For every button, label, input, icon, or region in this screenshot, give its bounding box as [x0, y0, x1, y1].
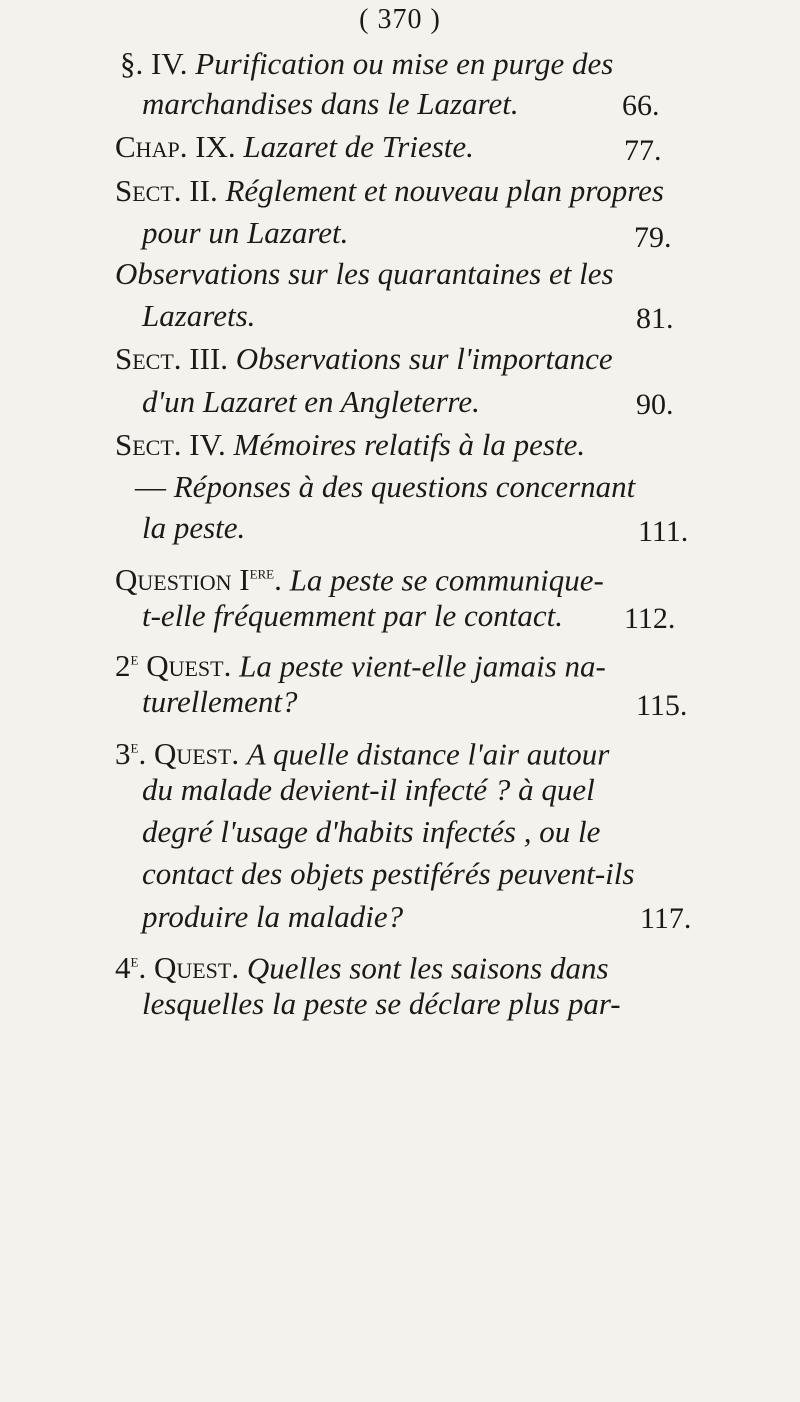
page-number: ( 370 ) — [359, 4, 441, 35]
toc-entry-line — [115, 941, 609, 988]
entry-title: Réglement et nouveau plan propres — [225, 173, 664, 208]
entry-page-ref: 66. — [622, 89, 660, 122]
entry-page-ref: 90. — [636, 388, 674, 421]
toc-entry-line — [115, 339, 613, 379]
entry-title-continued: degré l'usage d'habits infectés , ou le — [142, 814, 601, 849]
question-label: 2e Quest. — [115, 648, 232, 684]
entry-title: Quelles sont les saisons dans — [246, 950, 609, 986]
entry-title-continued: du malade devient-il infecté ? à quel — [142, 772, 595, 807]
chapter-label: Chap. IX. — [115, 129, 236, 164]
section-label: §. IV. — [120, 46, 188, 81]
section-label: Sect. IV. — [115, 427, 226, 462]
entry-title-continued: pour un Lazaret. — [142, 215, 349, 250]
entry-page-ref: 111. — [638, 515, 689, 548]
entry-page-ref: 115. — [636, 689, 688, 722]
entry-title: La peste vient-elle jamais na- — [239, 648, 606, 684]
toc-entry-line — [115, 639, 606, 686]
toc-entry-line — [120, 44, 613, 84]
entry-title-continued: d'un Lazaret en Angleterre. — [142, 384, 480, 419]
section-label: Sect. III. — [115, 341, 229, 376]
entry-page-ref: 81. — [636, 302, 674, 335]
question-label: Question Iere. — [115, 562, 282, 598]
question-label: 3e. Quest. — [115, 736, 240, 772]
toc-entry-line — [115, 553, 604, 600]
entry-title-continued: la peste. — [142, 510, 246, 545]
entry-title: A quelle distance l'air autour — [246, 736, 610, 772]
entry-title: Observations sur l'importance — [235, 341, 613, 376]
entry-page-ref: 112. — [624, 602, 676, 635]
toc-entry-line — [135, 467, 635, 507]
toc-entry-line — [115, 727, 609, 774]
entry-title-continued: turellement? — [142, 684, 298, 719]
entry-title: Purification ou mise en purge des — [195, 46, 614, 81]
entry-title-continued: t-elle fréquemment par le contact. — [142, 598, 563, 633]
entry-page-ref: 77. — [624, 134, 662, 167]
toc-entry-line — [115, 171, 664, 211]
entry-page-ref: 117. — [640, 902, 692, 935]
question-label: 4e. Quest. — [115, 950, 240, 986]
entry-title-continued: Lazarets. — [142, 298, 256, 333]
entry-title: Mémoires relatifs à la peste. — [233, 427, 586, 462]
entry-title-continued: lesquelles la peste se déclare plus par- — [142, 986, 621, 1021]
entry-title: Observations sur les quarantaines et les — [115, 256, 614, 291]
entry-page-ref: 79. — [634, 221, 672, 254]
toc-entry-line — [115, 425, 585, 465]
entry-title-continued: contact des objets pestiférés peuvent-ils — [142, 856, 635, 891]
entry-title: Lazaret de Trieste. — [243, 129, 474, 164]
dash: — — [135, 469, 166, 504]
entry-title-continued: Réponses à des questions concernant — [173, 469, 636, 504]
entry-title-continued: produire la maladie? — [142, 899, 404, 934]
toc-entry-line — [115, 127, 474, 167]
section-label: Sect. II. — [115, 173, 218, 208]
entry-title: La peste se communique- — [289, 562, 604, 598]
entry-title-continued: marchandises dans le Lazaret. — [142, 86, 519, 121]
